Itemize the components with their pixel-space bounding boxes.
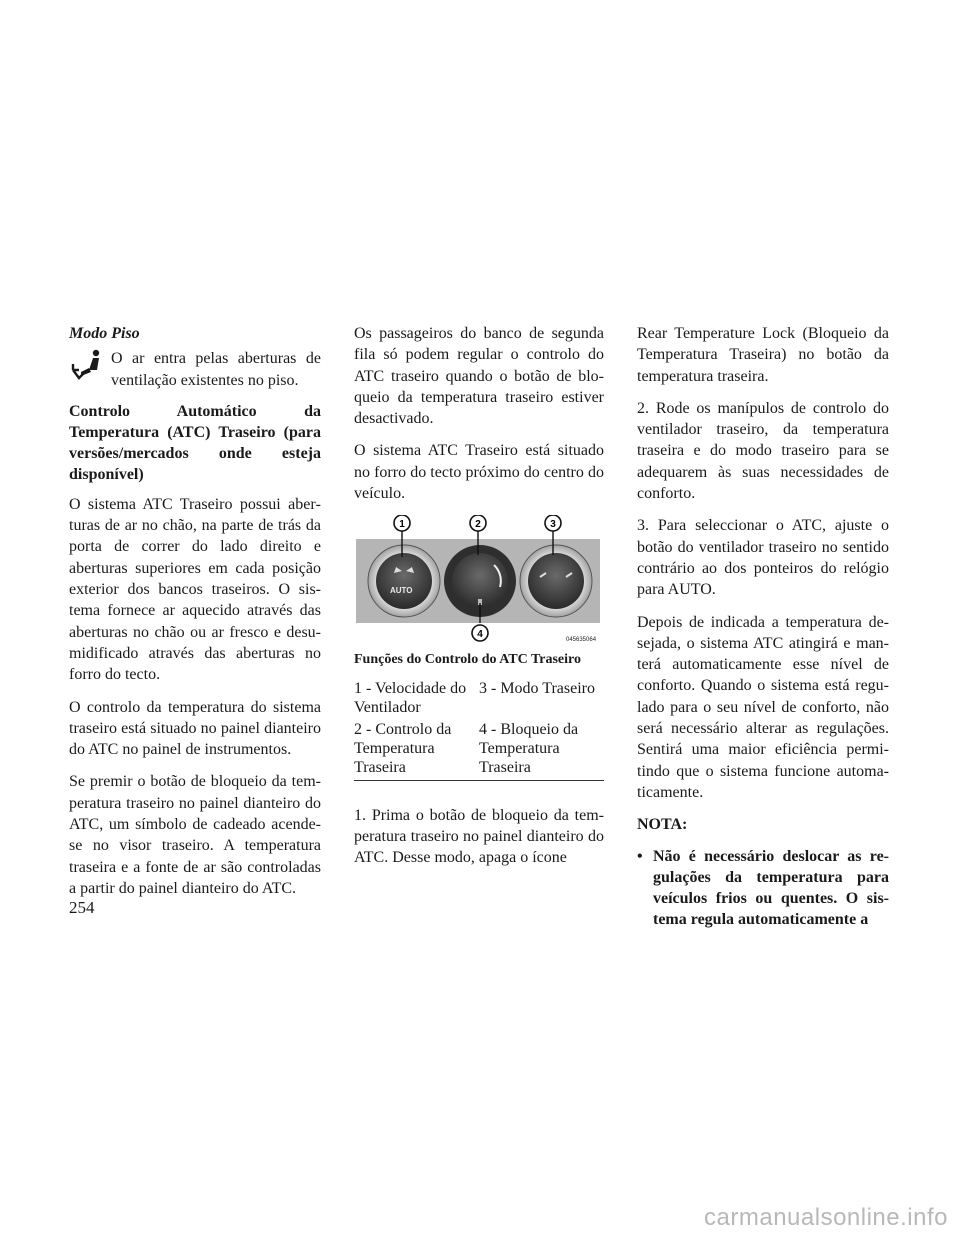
figure-legend bbox=[354, 679, 604, 781]
legend-row bbox=[354, 720, 604, 781]
figure-code: 045635064 bbox=[566, 637, 597, 644]
svg-text:2: 2 bbox=[475, 519, 481, 531]
callout-4 bbox=[472, 625, 488, 641]
section-heading: Controlo Automático da Temperatura (ATC) Traseiro (para versões/mercados onde esteja disponível) bbox=[69, 402, 321, 483]
paragraph: 1. Prima o botão de bloqueio da temperatura traseiro no painel dianteiro do ATC. Desse modo, apaga o ícone bbox=[354, 806, 604, 867]
floor-mode-title: Modo Piso bbox=[69, 325, 140, 342]
page-number: 254 bbox=[69, 898, 95, 917]
note-label: NOTA: bbox=[637, 816, 688, 834]
atc-panel-illustration bbox=[354, 515, 602, 645]
paragraph: Se premir o botão de bloqueio da temperatura traseiro no painel dianteiro do ATC, um símbolo de cadeado acende-se no visor traseiro. A temperatura traseira e a fonte de ar são controladas a partir do painel dianteiro do ATC. bbox=[69, 773, 321, 897]
paragraph: O sistema ATC Traseiro está situado no forro do tecto próximo do centro do veículo. bbox=[354, 442, 604, 503]
auto-knob-label: AUTO bbox=[390, 586, 413, 596]
legend-item-1: 1 - Velocidade do Ventilador bbox=[354, 679, 467, 716]
column-middle bbox=[354, 323, 604, 880]
callout-3 bbox=[545, 515, 561, 531]
legend-item-4: 4 - Bloqueio da Temperatura Traseira bbox=[479, 720, 579, 776]
legend-item-2: 2 - Controlo da Temperatura Traseira bbox=[354, 720, 452, 776]
watermark[interactable]: carmanualsonline.info bbox=[704, 1204, 948, 1231]
svg-text:4: 4 bbox=[477, 629, 483, 641]
paragraph: Os passageiros do banco de segunda fila só podem regular o controlo do ATC traseiro quando o botão de bloqueio da temperatura traseiro estiver desactivado. bbox=[354, 325, 604, 428]
bullet-item bbox=[637, 846, 889, 931]
svg-text:3: 3 bbox=[550, 519, 556, 531]
paragraph: 3. Para seleccionar o ATC, ajuste o botão do ventilador traseiro no sentido contrário ao dos ponteiros do relógio para AUTO. bbox=[637, 517, 889, 599]
figure-caption: Funções do Controlo do ATC Traseiro bbox=[354, 652, 582, 668]
paragraph: Depois de indicada a temperatura desejada, o sistema ATC atingirá e manterá automaticamente esse nível de conforto. Quando o sistema está regulado para o seu nível de conforto, não será necessário alterar as regulações. Sentirá uma maior eficiência permitindo que o sistema funcione automaticamente. bbox=[637, 613, 889, 801]
floor-mode-row bbox=[69, 348, 321, 391]
column-left bbox=[69, 323, 321, 910]
floor-mode-icon bbox=[69, 348, 111, 384]
floor-mode-text: O ar entra pelas aberturas de ventilação existentes no piso. bbox=[111, 350, 321, 389]
paragraph: 2. Rode os manípulos de controlo do ventilador traseiro, da temperatura traseira e do modo traseiro para se adequarem às suas necessidades de conforto. bbox=[637, 399, 889, 503]
callout-2 bbox=[470, 515, 486, 531]
legend-item-3: 3 - Modo Traseiro bbox=[479, 679, 596, 697]
bullet-icon: • bbox=[637, 847, 643, 865]
paragraph: O sistema ATC Traseiro possui aberturas de ar no chão, na parte de trás da porta de correr do lado direito e aberturas superiores em cada posição exterior dos bancos traseiros. O sistema fornece ar aquecido através das aberturas no chão ou ar fresco e desumidificado através das aberturas no forro do tecto. bbox=[69, 495, 321, 684]
callout-1 bbox=[394, 515, 410, 531]
paragraph: O controlo da temperatura do sistema traseiro está situado no painel dianteiro do ATC no painel de instrumentos. bbox=[69, 698, 321, 759]
column-right bbox=[637, 323, 889, 931]
paragraph: Rear Temperature Lock (Bloqueio da Temperatura Traseira) no botão da temperatura traseira. bbox=[637, 325, 889, 385]
legend-row bbox=[354, 679, 604, 720]
svg-text:1: 1 bbox=[399, 519, 405, 531]
atc-control-figure bbox=[354, 515, 602, 645]
bullet-text: Não é necessário deslocar as regulações da temperatura para veículos frios ou quentes. O sistema regula automaticamente a bbox=[653, 847, 889, 929]
